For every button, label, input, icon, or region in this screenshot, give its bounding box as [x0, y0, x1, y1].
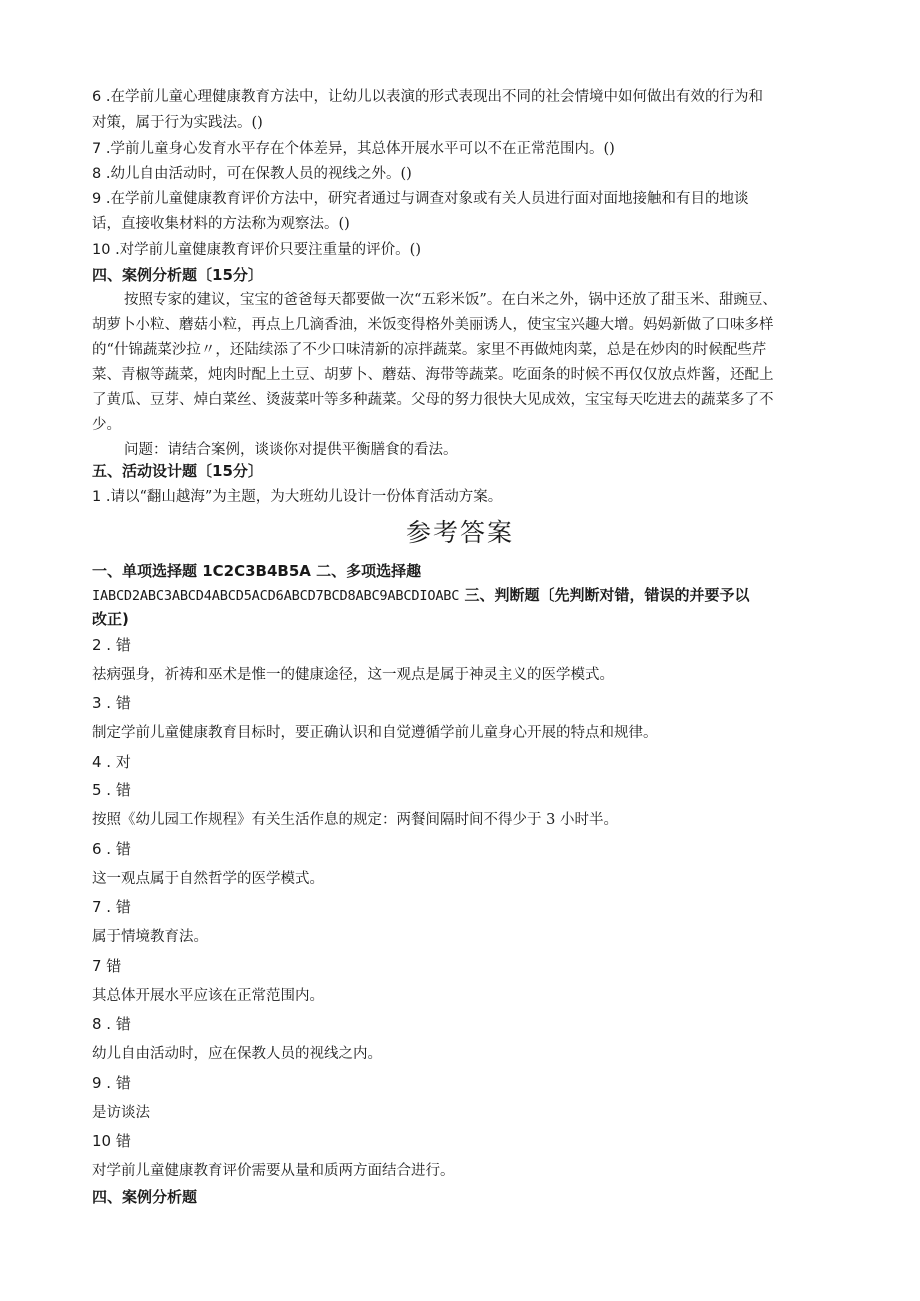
answer-label-10: 10 错	[92, 1132, 131, 1150]
answer-label-8: 8 . 错	[92, 1015, 131, 1033]
question-10: 10 .对学前儿童健康教育评价只要注重量的评价。()	[92, 242, 421, 258]
case-paragraph-line-4: 菜、青椒等蔬菜，炖肉时配上土豆、胡萝卜、蘑菇、海带等蔬菜。吃面条的时候不再仅仅放点炸酱，还配上	[92, 367, 774, 383]
case-paragraph-line-2: 胡萝卜小粒、蘑菇小粒，再点上几滴香油，米饭变得格外美丽诱人，使宝宝兴趣大增。妈妈新做了口味多样	[92, 317, 774, 333]
answer-explain-7: 属于情境教育法。	[92, 929, 208, 945]
answer-label-9: 9 . 错	[92, 1074, 131, 1092]
answer-explain-3: 制定学前儿童健康教育目标时，要正确认识和自觉遵循学前儿童身心开展的特点和规律。	[92, 725, 658, 741]
answer-explain-5: 按照《幼儿园工作规程》有关生活作息的规定：两餐间隔时间不得少于 3 小时半。	[92, 812, 618, 828]
case-paragraph-line-3: 的“什锦蔬菜沙拉〃，还陆续添了不少口味清新的凉拌蔬菜。家里不再做炖肉菜，总是在炒肉的时候配些芹	[92, 342, 767, 358]
question-6-line-2: 对策，属于行为实践法。()	[92, 115, 263, 131]
answer-explain-8: 幼儿自由活动时，应在保教人员的视线之内。	[92, 1046, 382, 1062]
answer-explain-2: 祛病强身，祈祷和巫术是惟一的健康途径，这一观点是属于神灵主义的医学模式。	[92, 667, 614, 683]
section-4-heading: 四、案例分析题〔15分〕	[92, 266, 263, 284]
answer-explain-9: 是访谈法	[92, 1105, 150, 1121]
answers-line-3: 改正)	[92, 610, 129, 628]
case-question: 问题：请结合案例，谈谈你对提供平衡膳食的看法。	[124, 442, 458, 458]
answer-label-4: 4 . 对	[92, 753, 131, 771]
answer-label-7: 7 . 错	[92, 898, 131, 916]
case-paragraph-line-1: 按照专家的建议，宝宝的爸爸每天都要做一次“五彩米饭”。在白米之外，锅中还放了甜玉米、甜豌豆、	[124, 292, 777, 308]
answer-label-3: 3 . 错	[92, 694, 131, 712]
answer-explain-6: 这一观点属于自然哲学的医学模式。	[92, 871, 324, 887]
section-5-heading: 五、活动设计题〔15分〕	[92, 462, 263, 480]
case-paragraph-line-5: 了黄瓜、豆芽、焯白菜丝、烫菠菜叶等多种蔬菜。父母的努力很快大见成效，宝宝每天吃进去的蔬菜多了不	[92, 392, 774, 408]
answer-label-7b: 7 错	[92, 957, 122, 975]
question-8: 8 .幼儿自由活动时，可在保教人员的视线之外。()	[92, 166, 412, 182]
answers-title: 参考答案	[405, 518, 514, 547]
answer-explain-7b: 其总体开展水平应该在正常范围内。	[92, 988, 324, 1004]
question-9-line-2: 话，直接收集材料的方法称为观察法。()	[92, 216, 350, 232]
answer-label-5: 5 . 错	[92, 781, 131, 799]
question-6-line-1: 6 .在学前儿童心理健康教育方法中，让幼儿以表演的形式表现出不同的社会情境中如何做出有效的行为和	[92, 89, 763, 105]
answers-line-1: 一、单项选择题 1C2C3B4B5A 二、多项选择趣	[92, 562, 422, 580]
answer-explain-10: 对学前儿童健康教育评价需要从量和质两方面结合进行。	[92, 1163, 455, 1179]
answers-line-2: IABCD2ABC3ABCD4ABCD5ACD6ABCD7BCD8ABC9ABCDIOABC 三、判断题〔先判断对错，错误的并要予以	[92, 586, 750, 604]
case-paragraph-line-6: 少。	[92, 417, 121, 433]
question-9-line-1: 9 .在学前儿童健康教育评价方法中，研究者通过与调查对象或有关人员进行面对面地接触和有目的地谈	[92, 191, 749, 207]
answer-label-6: 6 . 错	[92, 840, 131, 858]
question-7: 7 .学前儿童身心发育水平存在个体差异，其总体开展水平可以不在正常范围内。()	[92, 141, 615, 157]
answers-section-4-heading: 四、案例分析题	[92, 1188, 198, 1206]
answer-label-2: 2 . 错	[92, 636, 131, 654]
activity-question-1: 1 .请以“翻山越海”为主题，为大班幼儿设计一份体育活动方案。	[92, 489, 503, 505]
